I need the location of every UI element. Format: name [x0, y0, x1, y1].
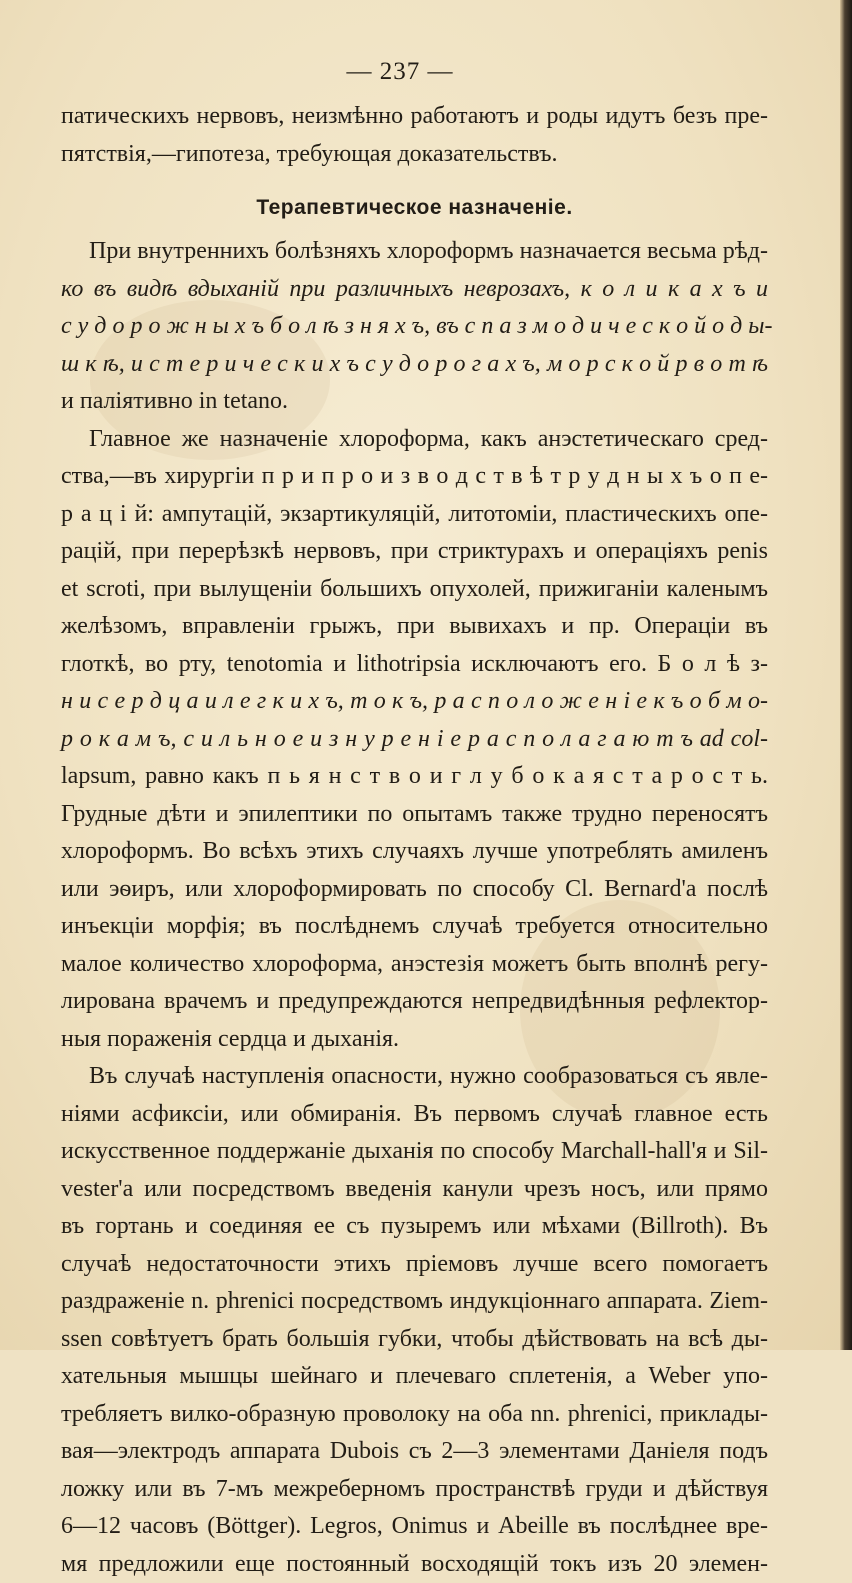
- text-line: 6—12 часовъ (Böttger). Legros, Onimus и Abeille въ послѣднее вре-: [61, 1508, 768, 1546]
- text-line: хательныя мышцы шейнаго и плечеваго сплетенія, а Weber упо-: [61, 1358, 768, 1396]
- page-number: — 237 —: [0, 58, 800, 86]
- text-line: н и с е р д ц а и л е г к и х ъ, т о к ъ, р а с п о л о ж е н і е к ъ о б м о-: [61, 683, 768, 721]
- text-line: Главное же назначеніе хлороформа, какъ анэстетическаго сред-: [61, 421, 768, 459]
- text-line: искусственное поддержаніе дыханія по способу Marchall-hall'я и Sil-: [61, 1133, 768, 1171]
- text-line: и паліятивно in tetano.: [61, 383, 768, 421]
- text-line: с у д о р о ж н ы х ъ б о л ѣ з н я х ъ, въ с п а з м о д и ч е с к о й о д ы-: [61, 308, 768, 346]
- text-line: инъекціи морфія; въ послѣднемъ случаѣ требуется относительно: [61, 908, 768, 946]
- text-line: ложку или въ 7-мъ межреберномъ пространствѣ груди и дѣйствуя: [61, 1471, 768, 1509]
- text-line: вая—электродъ аппарата Dubois съ 2—3 элементами Даніеля подъ: [61, 1433, 768, 1471]
- text-line: Грудные дѣти и эпилептики по опытамъ также трудно переносятъ: [61, 796, 768, 834]
- text-line: Въ случаѣ наступленія опасности, нужно сообразоваться съ явле-: [61, 1058, 768, 1096]
- text-line: глоткѣ, во рту, tenotomia и lithotripsia исключаютъ его. Б о л ѣ з-: [61, 646, 768, 684]
- text-line: требляетъ вилко-образную проволоку на оба nn. phrenici, приклады-: [61, 1396, 768, 1434]
- text-line: лирована врачемъ и предупреждаются непредвидѣнныя рефлектор-: [61, 983, 768, 1021]
- text-block: [61, 98, 768, 1583]
- book-spine-edge: [840, 0, 852, 1350]
- text-line: желѣзомъ, вправленіи грыжъ, при вывихахъ и пр. Операціи въ: [61, 608, 768, 646]
- text-line: et scroti, при вылущеніи большихъ опухолей, прижиганіи каленымъ: [61, 571, 768, 609]
- text-line: ніями асфиксіи, или обмиранія. Въ первомъ случаѣ главное есть: [61, 1096, 768, 1134]
- text-line: пятствія,—гипотеза, требующая доказательствъ.: [61, 136, 768, 174]
- text-line: ко въ видѣ вдыханій при различныхъ неврозахъ, к о л и к а х ъ и: [61, 271, 768, 309]
- text-line: мя предложили еще постоянный восходящій токъ изъ 20 элемен-: [61, 1546, 768, 1583]
- text-line: патическихъ нервовъ, неизмѣнно работаютъ и роды идутъ безъ пре-: [61, 98, 768, 136]
- text-line: При внутреннихъ болѣзняхъ хлороформъ назначается весьма рѣд-: [61, 233, 768, 271]
- text-line: lapsum, равно какъ п ь я н с т в о и г л у б о к а я с т а р о с т ь.: [61, 758, 768, 796]
- text-line: ш к ѣ, и с т е р и ч е с к и х ъ с у д о р о г а х ъ, м о р с к о й р в о т ѣ: [61, 346, 768, 384]
- text-line: или эѳиръ, или хлороформировать по способу Cl. Bernard'а послѣ: [61, 871, 768, 909]
- text-line: малое количество хлороформа, анэстезія можетъ быть вполнѣ регу-: [61, 946, 768, 984]
- text-line: ssen совѣтуетъ брать большія губки, чтобы дѣйствовать на всѣ ды-: [61, 1321, 768, 1359]
- text-line: хлороформъ. Во всѣхъ этихъ случаяхъ лучше употреблять амиленъ: [61, 833, 768, 871]
- text-line: р о к а м ъ, с и л ь н о е и з н у р е н і е р а с п о л а г а ю т ъ ad col-: [61, 721, 768, 759]
- text-line: vester'а или посредствомъ введенія канули чрезъ носъ, или прямо: [61, 1171, 768, 1209]
- text-line: случаѣ недостаточности этихъ пріемовъ лучше всего помогаетъ: [61, 1246, 768, 1284]
- text-line: ства,—въ хирургіи п р и п р о и з в о д с т в ѣ т р у д н ы х ъ о п е-: [61, 458, 768, 496]
- text-line: ныя пораженія сердца и дыханія.: [61, 1021, 768, 1059]
- text-line: раздраженіе n. phrenici посредствомъ индукціоннаго аппарата. Ziem-: [61, 1283, 768, 1321]
- text-line: рацій, при перерѣзкѣ нервовъ, при стриктурахъ и операціяхъ penis: [61, 533, 768, 571]
- text-line: въ гортань и соединяя ее съ пузыремъ или мѣхами (Billroth). Въ: [61, 1208, 768, 1246]
- section-heading: Терапевтическое назначеніе.: [61, 183, 768, 233]
- text-line: р а ц і й: ампутацій, экзартикуляцій, литотоміи, пластическихъ опе-: [61, 496, 768, 534]
